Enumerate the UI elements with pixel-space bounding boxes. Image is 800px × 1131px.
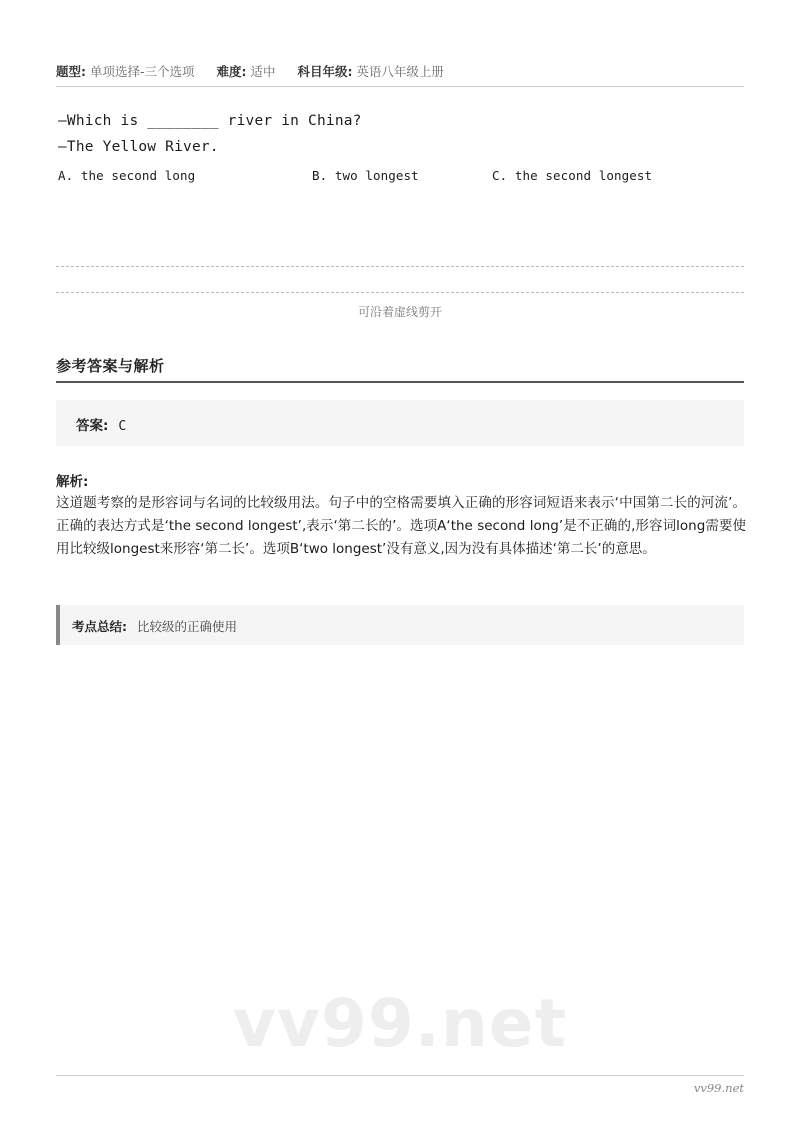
- meta-difficulty-label: 难度:: [216, 64, 247, 79]
- answer-content: [76, 414, 126, 434]
- answer-section-title: 参考答案与解析: [56, 357, 165, 375]
- meta-difficulty-value: 适中: [250, 64, 276, 79]
- cut-line-bottom: [56, 292, 744, 293]
- meta-subject-value: 英语八年级上册: [356, 64, 444, 79]
- footer-divider: [56, 1075, 744, 1076]
- answer-value: C: [118, 419, 127, 434]
- option-b[interactable]: B. two longest: [312, 168, 419, 183]
- summary-content: [72, 617, 237, 635]
- summary-value: 比较级的正确使用: [137, 619, 238, 634]
- question-meta: [56, 62, 744, 80]
- watermark: vv99.net: [232, 985, 568, 1062]
- meta-divider: [56, 86, 744, 87]
- analysis-text: 这道题考察的是形容词与名词的比较级用法。句子中的空格需要填入正确的形容词短语来表示‘中国第二长的河流’。正确的表达方式是‘the second longest’,表示‘第二长的’。选项A‘the second long’是不正确的,形容词long需要使用比较级longest来形容‘第二长’。选项B‘two longest’没有意义,因为没有具体描述‘第二长’的意思。: [56, 495, 746, 557]
- answer-section-divider: [56, 381, 744, 383]
- analysis-label: 解析:: [56, 474, 89, 490]
- question-stem: [58, 108, 748, 160]
- question-line-1: —Which is ________ river in China?: [58, 113, 362, 129]
- answer-label: 答案:: [76, 418, 109, 434]
- meta-type-value: 单项选择-三个选项: [89, 64, 195, 79]
- cut-line-top: [56, 266, 744, 267]
- question-line-2: —The Yellow River.: [58, 139, 219, 155]
- meta-type-label: 题型:: [56, 64, 86, 79]
- cut-note: 可沿着虚线剪开: [357, 305, 442, 319]
- meta-subject-label: 科目年级:: [297, 64, 353, 79]
- option-c[interactable]: C. the second longest: [492, 168, 653, 183]
- summary-label: 考点总结:: [72, 619, 127, 634]
- footer-site: vv99.net: [693, 1081, 744, 1095]
- option-a[interactable]: A. the second long: [58, 168, 196, 183]
- answer-box: [56, 400, 744, 446]
- question-options: [58, 168, 748, 183]
